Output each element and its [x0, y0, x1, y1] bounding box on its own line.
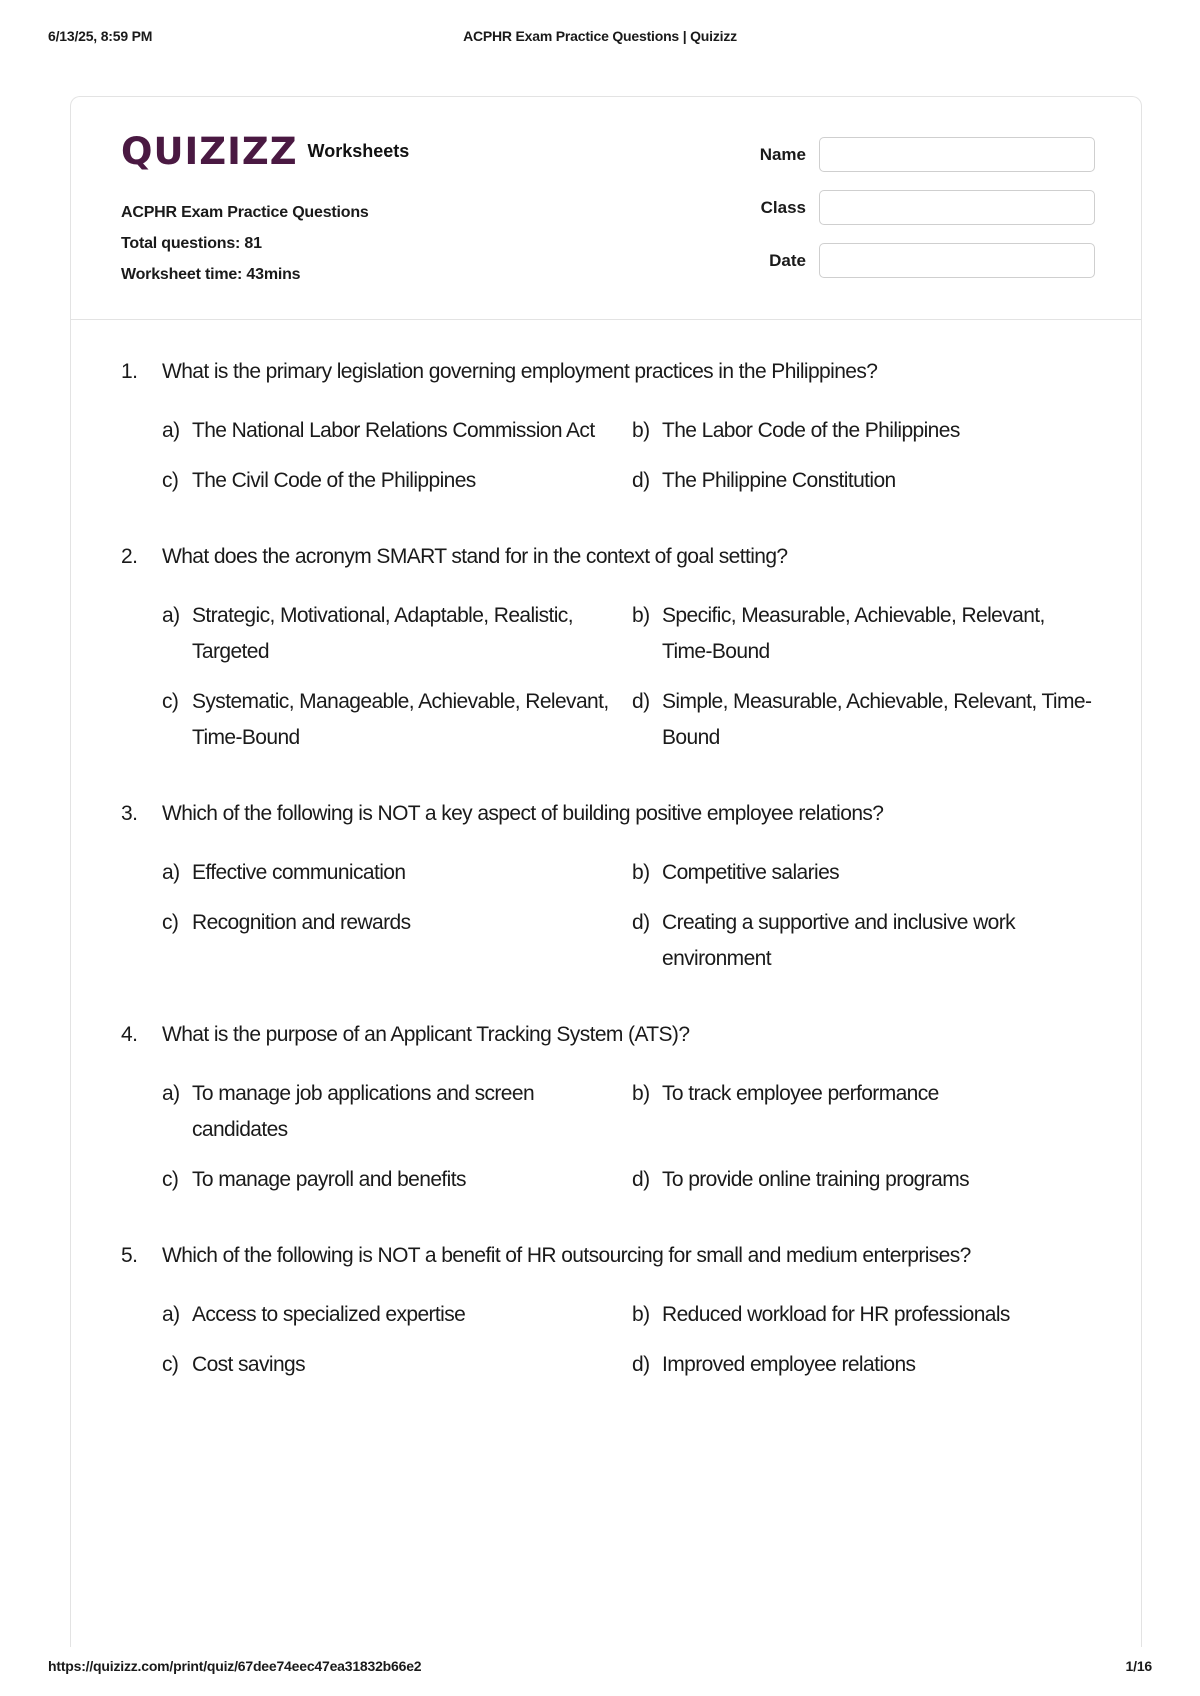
options: [162, 413, 1101, 499]
option-text: Specific, Measurable, Achievable, Relevant, Time-Bound: [662, 604, 1045, 663]
class-field[interactable]: [819, 190, 1095, 225]
date-row: [691, 243, 1095, 278]
options: [162, 598, 1101, 756]
option-b: [632, 855, 1102, 891]
print-header: [48, 28, 1152, 50]
page-number: 1/16: [1125, 1658, 1152, 1674]
options: [162, 1076, 1101, 1198]
option-letter: c): [162, 1353, 179, 1376]
worksheet-title: ACPHR Exam Practice Questions: [121, 204, 369, 221]
option-b: [632, 1076, 1102, 1148]
option-a: [162, 1076, 632, 1148]
question-list: [121, 357, 1101, 1426]
option-d: [632, 463, 1102, 499]
option-letter: c): [162, 690, 179, 713]
option-letter: a): [162, 1303, 180, 1326]
question-stem: [121, 357, 1101, 387]
option-letter: d): [632, 1168, 650, 1191]
worksheet-time: Worksheet time: 43mins: [121, 266, 301, 283]
worksheet-meta: [121, 197, 369, 290]
question-text: Which of the following is NOT a benefit of HR outsourcing for small and medium enterprises?: [162, 1244, 971, 1267]
date-label: Date: [769, 250, 806, 270]
option-a: [162, 855, 632, 891]
option-text: Competitive salaries: [662, 861, 840, 884]
option-letter: d): [632, 690, 650, 713]
option-c: [162, 1347, 632, 1383]
worksheets-label: Worksheets: [307, 141, 410, 161]
option-text: Strategic, Motivational, Adaptable, Realistic, Targeted: [192, 604, 573, 663]
option-text: The National Labor Relations Commission Act: [192, 419, 595, 442]
option-letter: b): [632, 604, 650, 627]
class-label: Class: [760, 197, 806, 217]
date-field[interactable]: [819, 243, 1095, 278]
question-text: Which of the following is NOT a key aspect of building positive employee relations?: [162, 802, 884, 825]
print-url: https://quizizz.com/print/quiz/67dee74eec47ea31832b66e2: [48, 1658, 422, 1674]
option-text: To track employee performance: [662, 1082, 939, 1105]
options: [162, 1297, 1101, 1383]
question-text: What does the acronym SMART stand for in the context of goal setting?: [162, 545, 788, 568]
option-text: Recognition and rewards: [192, 911, 411, 934]
option-letter: b): [632, 1082, 650, 1105]
option-a: [162, 1297, 632, 1333]
question-text: What is the purpose of an Applicant Tracking System (ATS)?: [162, 1023, 690, 1046]
option-c: [162, 463, 632, 499]
option-text: The Labor Code of the Philippines: [662, 419, 960, 442]
question: [121, 542, 1101, 756]
option-letter: b): [632, 419, 650, 442]
option-letter: a): [162, 861, 180, 884]
option-text: To manage job applications and screen candidates: [192, 1082, 535, 1141]
option-d: [632, 1347, 1102, 1383]
option-letter: a): [162, 419, 180, 442]
question-number: 5.: [121, 1244, 138, 1267]
option-c: [162, 905, 632, 977]
option-a: [162, 413, 632, 449]
option-letter: c): [162, 911, 179, 934]
option-text: Reduced workload for HR professionals: [662, 1303, 1010, 1326]
question-stem: [121, 799, 1101, 829]
print-footer: [48, 1658, 1152, 1678]
option-text: Simple, Measurable, Achievable, Relevant, Time-Bound: [662, 690, 1092, 749]
print-datetime: 6/13/25, 8:59 PM: [48, 28, 153, 44]
option-d: [632, 1162, 1102, 1198]
option-text: Access to specialized expertise: [192, 1303, 466, 1326]
option-d: [632, 905, 1102, 977]
option-text: Improved employee relations: [662, 1353, 916, 1376]
option-text: Creating a supportive and inclusive work environment: [662, 911, 1016, 970]
question-number: 2.: [121, 545, 138, 568]
option-text: To provide online training programs: [662, 1168, 970, 1191]
quizizz-logo: QUIZIZZ: [121, 130, 298, 173]
name-field[interactable]: [819, 137, 1095, 172]
option-letter: d): [632, 469, 650, 492]
question: [121, 1020, 1101, 1198]
print-title: ACPHR Exam Practice Questions | Quizizz: [463, 28, 737, 44]
option-letter: c): [162, 469, 179, 492]
option-c: [162, 684, 632, 756]
class-row: [691, 190, 1095, 225]
option-letter: b): [632, 861, 650, 884]
question-number: 4.: [121, 1023, 138, 1046]
option-letter: d): [632, 911, 650, 934]
question: [121, 1241, 1101, 1383]
name-label: Name: [759, 144, 806, 164]
question-stem: [121, 542, 1101, 572]
header-divider: [71, 319, 1141, 320]
option-text: To manage payroll and benefits: [192, 1168, 466, 1191]
worksheet: [70, 96, 1142, 1647]
option-d: [632, 684, 1102, 756]
option-c: [162, 1162, 632, 1198]
option-b: [632, 598, 1102, 670]
option-letter: c): [162, 1168, 179, 1191]
question-stem: [121, 1020, 1101, 1050]
options: [162, 855, 1101, 977]
option-letter: a): [162, 604, 180, 627]
question-number: 1.: [121, 360, 138, 383]
question-number: 3.: [121, 802, 138, 825]
total-questions: Total questions: 81: [121, 235, 262, 252]
name-row: [691, 137, 1095, 172]
option-a: [162, 598, 632, 670]
question: [121, 799, 1101, 977]
question: [121, 357, 1101, 499]
option-letter: b): [632, 1303, 650, 1326]
question-stem: [121, 1241, 1101, 1271]
option-letter: d): [632, 1353, 650, 1376]
option-text: Effective communication: [192, 861, 406, 884]
option-letter: a): [162, 1082, 180, 1105]
option-text: Systematic, Manageable, Achievable, Relevant, Time-Bound: [192, 690, 609, 749]
option-text: Cost savings: [192, 1353, 306, 1376]
option-b: [632, 413, 1102, 449]
brand: [121, 130, 410, 173]
question-text: What is the primary legislation governing employment practices in the Philippines?: [162, 360, 878, 383]
option-text: The Civil Code of the Philippines: [192, 469, 476, 492]
option-text: The Philippine Constitution: [662, 469, 896, 492]
option-b: [632, 1297, 1102, 1333]
